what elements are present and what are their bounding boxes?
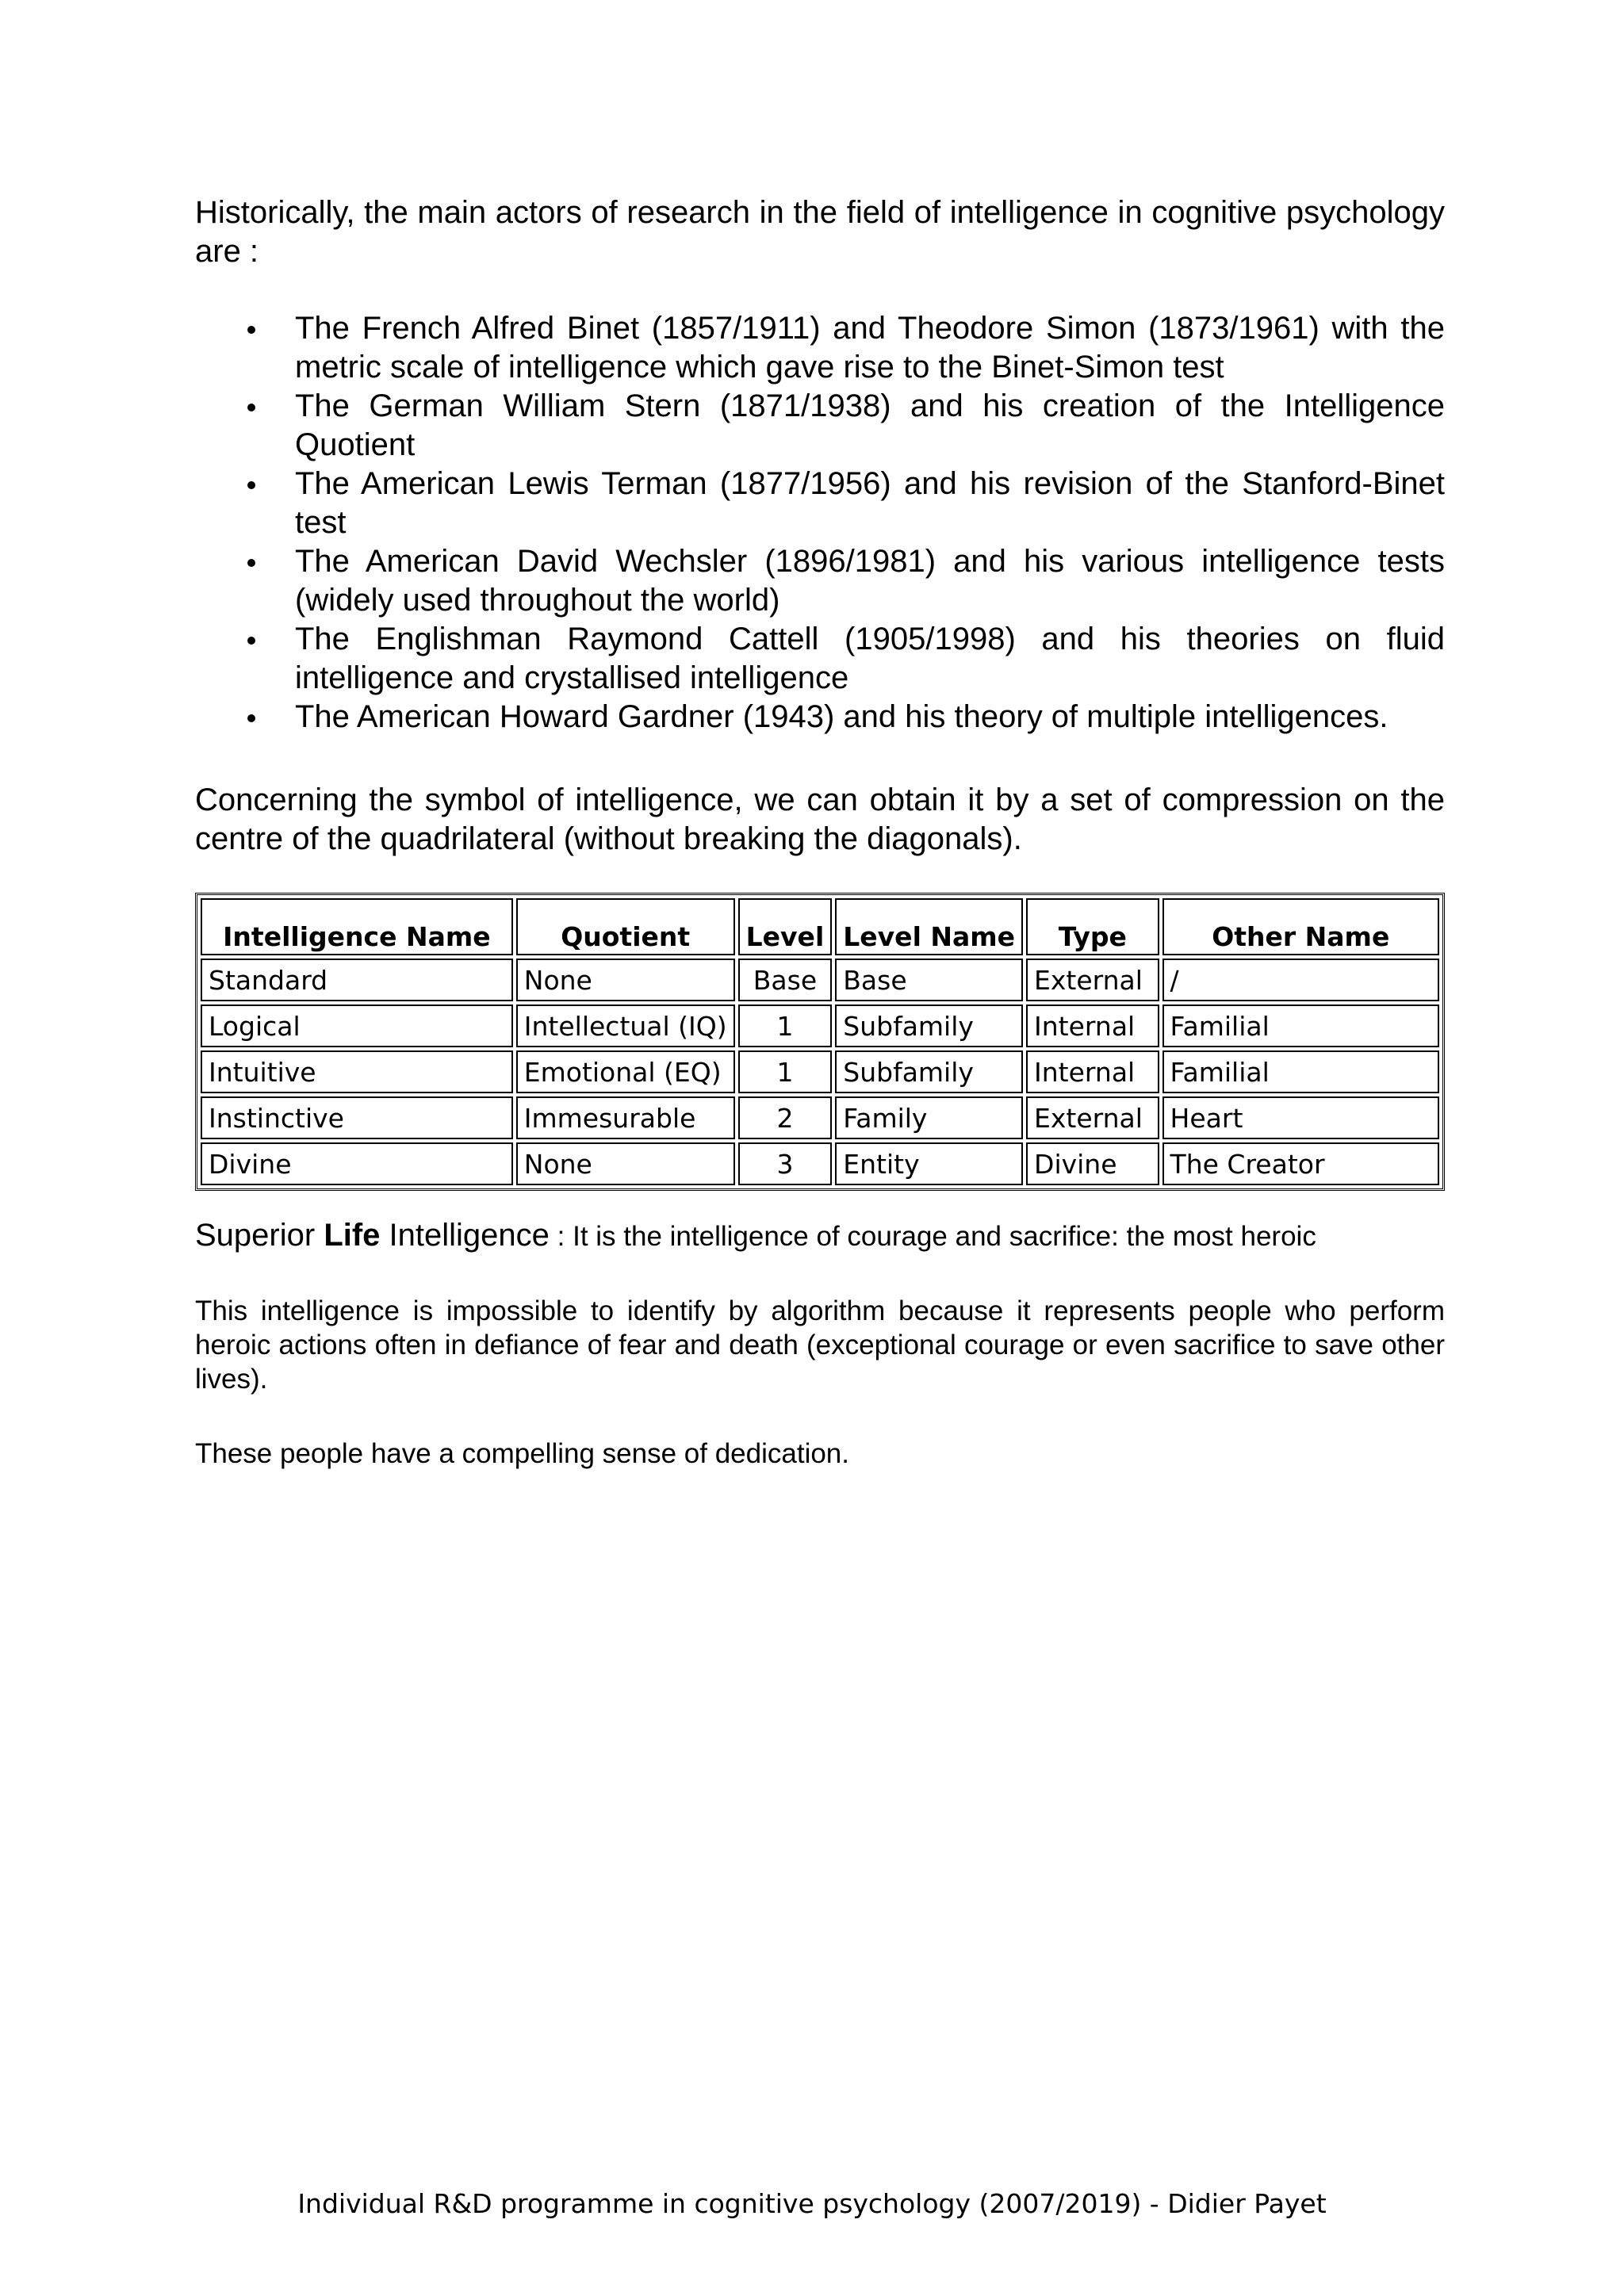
table-cell: Internal [1026, 1050, 1159, 1093]
researchers-list [195, 309, 1445, 737]
table-cell: Base [738, 959, 833, 1001]
heading-prefix: Superior [195, 1218, 324, 1253]
intelligence-table [195, 893, 1445, 1191]
table-cell: None [516, 1142, 735, 1185]
table-cell: Subfamily [835, 1004, 1023, 1047]
intro-paragraph: Historically, the main actors of research in the field of intelligence in cognitive psychology are : [195, 195, 1445, 269]
table-cell: Emotional (EQ) [516, 1050, 735, 1093]
dedication-paragraph: These people have a compelling sense of dedication. [195, 1438, 849, 1469]
table-cell: Familial [1162, 1004, 1439, 1047]
bullet-icon [247, 637, 255, 645]
list-item [195, 620, 1445, 698]
table-cell: Immesurable [516, 1096, 735, 1139]
list-item [195, 542, 1445, 620]
column-header: Intelligence Name [201, 898, 513, 955]
bullet-icon [247, 326, 255, 334]
column-header: Quotient [516, 898, 735, 955]
column-header: Level Name [835, 898, 1023, 955]
heading-description: : It is the intelligence of courage and sacrifice: the most heroic [549, 1221, 1316, 1252]
table-row [201, 1142, 1439, 1185]
table-cell: / [1162, 959, 1439, 1001]
table-row [201, 959, 1439, 1001]
list-item [195, 698, 1445, 737]
table-cell: Standard [201, 959, 513, 1001]
list-item-text: The German William Stern (1871/1938) and his creation of the Intelligence Quotient [295, 388, 1445, 462]
table-cell: External [1026, 959, 1159, 1001]
table-cell: Subfamily [835, 1050, 1023, 1093]
table-cell: Logical [201, 1004, 513, 1047]
column-header: Type [1026, 898, 1159, 955]
table-cell: Base [835, 959, 1023, 1001]
list-item [195, 387, 1445, 465]
list-item-text: The French Alfred Binet (1857/1911) and Theodore Simon (1873/1961) with the metric scale of intelligence which gave rise to the Binet-Simon test [295, 311, 1445, 385]
column-header: Level [738, 898, 833, 955]
list-item-text: The American Lewis Terman (1877/1956) and his revision of the Stanford-Binet test [295, 466, 1445, 540]
table-cell: Intellectual (IQ) [516, 1004, 735, 1047]
table-cell: 1 [738, 1050, 833, 1093]
bullet-icon [247, 559, 255, 567]
list-item [195, 465, 1445, 542]
bullet-icon [247, 714, 255, 722]
page-footer: Individual R&D programme in cognitive psychology (2007/2019) - Didier Payet [297, 2188, 1327, 2219]
table-cell: Familial [1162, 1050, 1439, 1093]
table-header-row [201, 898, 1439, 955]
table-row [201, 1096, 1439, 1139]
table-row [201, 1050, 1439, 1093]
list-item-text: The American Howard Gardner (1943) and his theory of multiple intelligences. [295, 699, 1388, 734]
table-cell: Entity [835, 1142, 1023, 1185]
table-cell: Divine [201, 1142, 513, 1185]
symbol-paragraph: Concerning the symbol of intelligence, we can obtain it by a set of compression on the centre of the quadrilateral (without breaking the diagonals). [195, 783, 1445, 856]
table-cell: Divine [1026, 1142, 1159, 1185]
superior-life-intelligence-heading [195, 1215, 1464, 1257]
table-cell: Instinctive [201, 1096, 513, 1139]
list-item-text: The Englishman Raymond Cattell (1905/1998) and his theories on fluid intelligence and crystallised intelligence [295, 622, 1445, 695]
list-item [195, 309, 1445, 387]
heading-bold-word: Life [324, 1218, 381, 1253]
table-cell: 3 [738, 1142, 833, 1185]
table-cell: Intuitive [201, 1050, 513, 1093]
table-cell: Family [835, 1096, 1023, 1139]
table-row [201, 1004, 1439, 1047]
table-cell: None [516, 959, 735, 1001]
bullet-icon [247, 404, 255, 411]
heroic-paragraph: This intelligence is impossible to identify by algorithm because it represents people who perform heroic actions often in defiance of fear and death (exceptional courage or even sacrifice to save other lives). [195, 1295, 1445, 1395]
list-item-text: The American David Wechsler (1896/1981) and his various intelligence tests (widely used throughout the world) [295, 544, 1445, 618]
table-cell: The Creator [1162, 1142, 1439, 1185]
table-cell: Internal [1026, 1004, 1159, 1047]
table-cell: Heart [1162, 1096, 1439, 1139]
heading-suffix: Intelligence [380, 1218, 550, 1253]
column-header: Other Name [1162, 898, 1439, 955]
table-cell: 2 [738, 1096, 833, 1139]
table-cell: External [1026, 1096, 1159, 1139]
table-cell: 1 [738, 1004, 833, 1047]
intelligence-table-container [195, 893, 1445, 1178]
bullet-icon [247, 481, 255, 489]
